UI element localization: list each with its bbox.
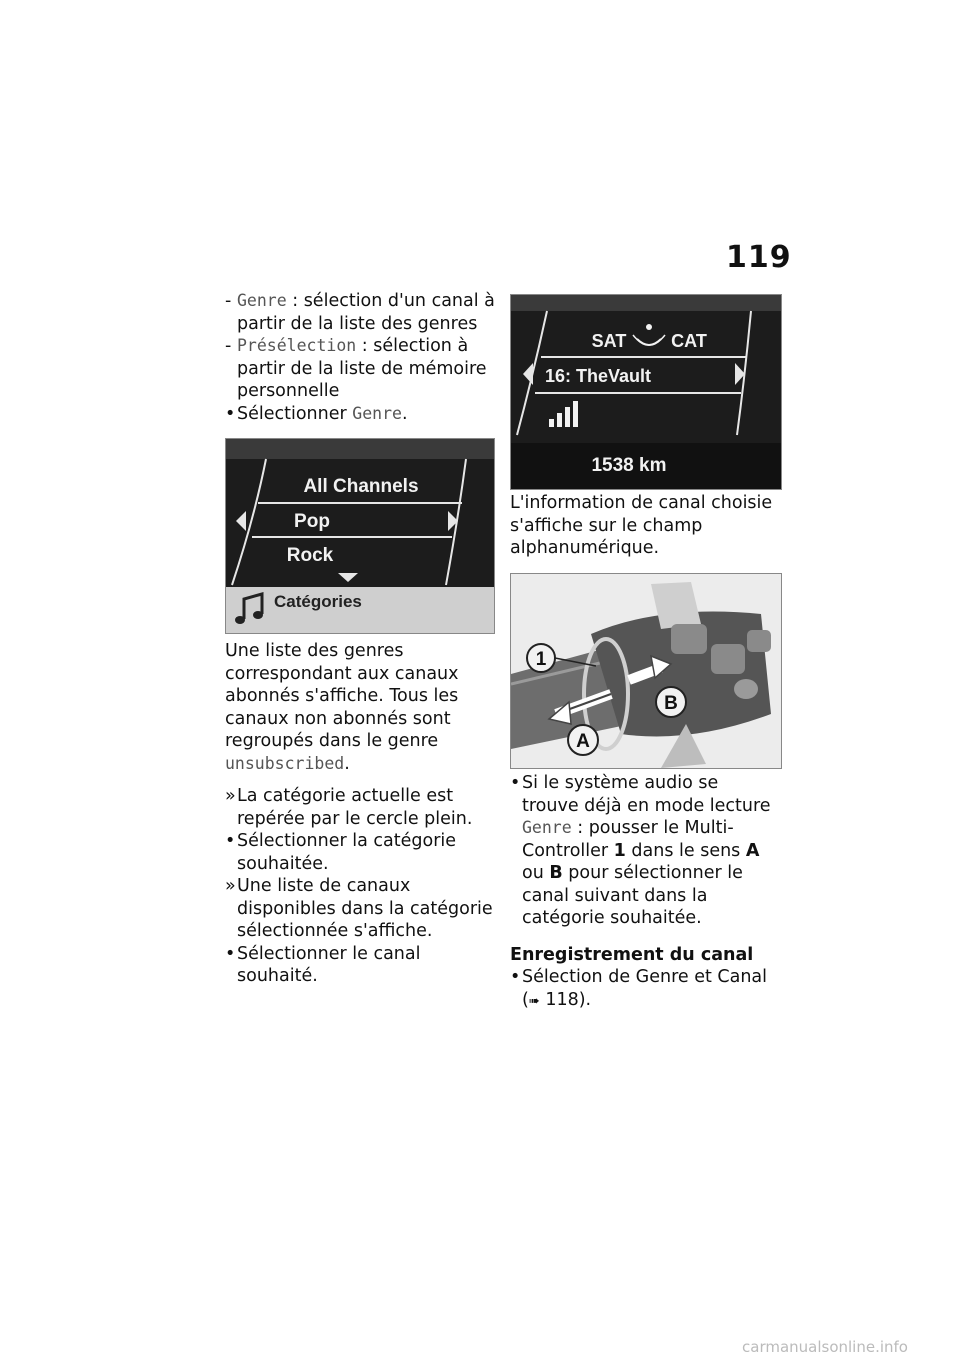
code-genre: Genre	[522, 818, 572, 837]
bullet-text: dans le sens	[625, 840, 746, 861]
distance-readout: 1538 km	[591, 455, 667, 476]
genre-menu-figure	[225, 438, 495, 634]
bullet-text: : pousser le Multi-Controller	[522, 818, 734, 861]
code-unsubscribed: unsubscribed	[225, 753, 345, 773]
page-reference[interactable]: 118	[545, 989, 579, 1010]
result-text: Une liste de canaux disponibles dans la catégorie sélectionnée s'affiche.	[237, 876, 493, 941]
code-genre: Genre	[237, 291, 287, 310]
dash-marker: -	[225, 336, 232, 356]
result-marker: »	[225, 786, 236, 806]
ref-a: A	[745, 840, 760, 861]
dash-marker: -	[225, 291, 232, 311]
section-heading: Enregistrement du canal	[510, 944, 754, 965]
bullet-marker: •	[510, 967, 521, 987]
result-marker: »	[225, 876, 236, 896]
left-column-bottom	[225, 640, 495, 988]
genre-list-paragraph	[225, 640, 495, 775]
left-column-top	[225, 290, 495, 425]
sat-label: SAT	[591, 331, 627, 351]
bullet-text: Sélectionner la catégorie souhaitée.	[237, 831, 457, 874]
channel-info-paragraph: L'information de canal choisie s'affiche sur le champ alphanumérique.	[510, 493, 773, 558]
menu-footer-categories: Catégories	[274, 592, 362, 611]
bullet-marker: •	[225, 943, 236, 964]
bullet-select-channel	[225, 943, 495, 988]
ref-b: B	[549, 863, 563, 883]
bullet-text-end: ).	[578, 989, 592, 1010]
sat-channel-screen	[511, 295, 781, 489]
ref-1: 1	[613, 840, 626, 861]
bullet-select-category	[225, 830, 495, 875]
dash-item-text: : sélection à partir de la liste de mémoire personnelle	[237, 336, 487, 401]
menu-item-all-channels: All Channels	[303, 476, 419, 497]
channel-name: 16: TheVault	[545, 366, 652, 386]
bullet-genre-channel-ref	[510, 966, 780, 1013]
label-1: 1	[535, 649, 547, 670]
label-b: B	[664, 693, 678, 714]
genre-menu-screen	[226, 439, 494, 633]
code-preselection: Présélection	[237, 336, 357, 355]
handlebar-controller-illustration	[511, 574, 781, 768]
bullet-text-end: .	[401, 403, 408, 424]
dash-item-text: : sélection d'un canal à partir de la liste des genres	[237, 291, 495, 334]
bullet-text: Sélectionner	[237, 403, 353, 424]
sat-channel-figure	[510, 294, 782, 490]
bullet-push-controller	[510, 772, 780, 930]
reference-arrow-icon: ➠	[528, 993, 540, 1009]
bullet-select-genre	[225, 403, 495, 426]
bullet-marker: •	[225, 831, 236, 851]
result-current-category	[225, 785, 495, 830]
right-column-bottom	[510, 772, 780, 1013]
dash-item-preselection	[225, 335, 495, 403]
bullet-text-end: pour sélectionner le canal suivant dans la catégorie souhaitée.	[522, 863, 743, 928]
bullet-marker: •	[225, 403, 236, 424]
code-genre: Genre	[352, 403, 402, 423]
bullet-text: Sélectionner le canal souhaité.	[237, 943, 421, 986]
page-number: 119	[726, 240, 792, 275]
bullet-marker: •	[510, 773, 521, 793]
right-column-top	[510, 492, 780, 560]
bullet-text: Sélection de Genre et Canal (	[522, 967, 768, 1010]
menu-item-rock: Rock	[286, 545, 334, 566]
bullet-text: Si le système audio se trouve déjà en mode lecture	[522, 773, 771, 816]
paragraph-text: Une liste des genres correspondant aux canaux abonnés s'affiche. Tous les canaux non abonnés sont regroupés dans le genre	[225, 641, 459, 751]
result-text: La catégorie actuelle est repérée par le cercle plein.	[237, 786, 473, 829]
label-a: A	[576, 731, 590, 752]
result-channel-list	[225, 875, 495, 943]
menu-item-pop: Pop	[294, 511, 330, 532]
multi-controller-figure	[510, 573, 782, 769]
bullet-text: ou	[522, 863, 550, 883]
paragraph-end: .	[344, 753, 350, 774]
dash-item-genre	[225, 290, 495, 335]
cat-label: CAT	[671, 331, 707, 351]
watermark: carmanualsonline.info	[742, 1338, 908, 1356]
